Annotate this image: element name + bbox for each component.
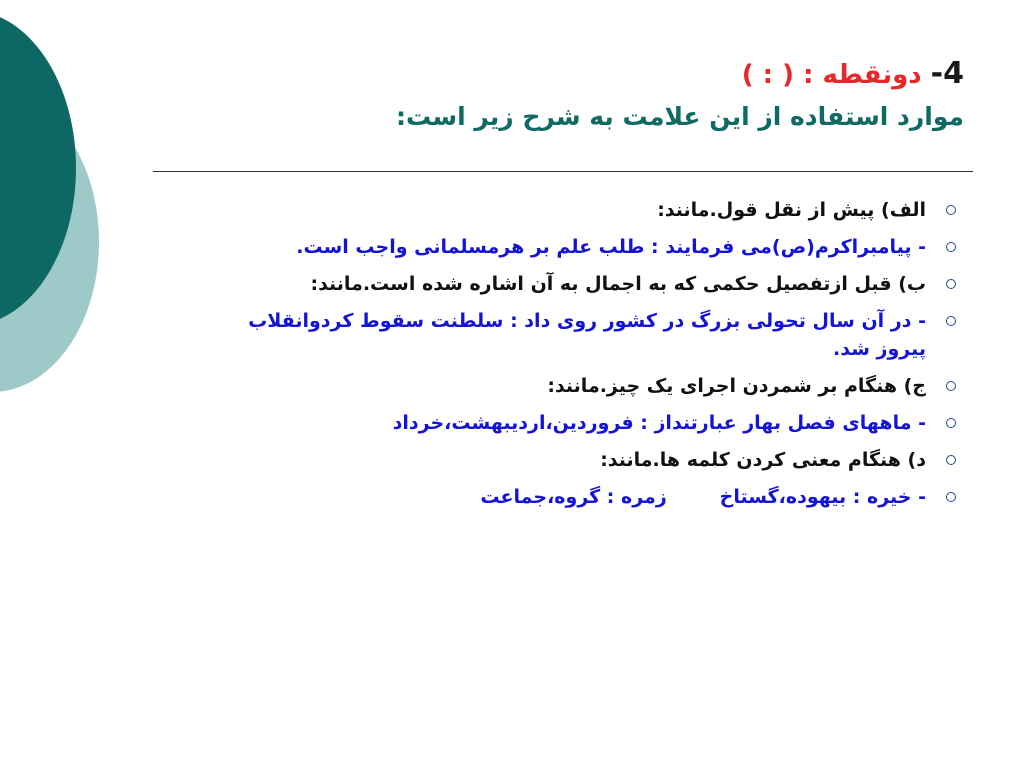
- bullet-circle-icon: [946, 418, 956, 428]
- bullet-circle-icon: [946, 381, 956, 391]
- bullet-circle-icon: [946, 492, 956, 502]
- bullet-item: [217, 483, 962, 511]
- bullet-circle-icon: [946, 242, 956, 252]
- bullet-item: [217, 409, 962, 437]
- bullet-text: - در آن سال تحولی بزرگ در کشور روی داد : سلطنت سقوط کردوانقلاب پیروز شد.: [248, 310, 926, 360]
- bullet-circle-icon: [946, 316, 956, 326]
- title-heading: [204, 52, 964, 97]
- bullet-item: [217, 196, 962, 224]
- bullet-text: د) هنگام معنی کردن کلمه ها.مانند:: [600, 449, 926, 471]
- bullet-item: [217, 233, 962, 261]
- bullet-item: [217, 446, 962, 474]
- bullet-item: [217, 270, 962, 298]
- slide-title: [204, 52, 964, 137]
- title-word: دونقطه: [822, 60, 922, 90]
- title-divider: [153, 171, 973, 172]
- bullet-text: - خیره : بیهوده،گستاخ زمره : گروه،جماعت: [480, 486, 926, 508]
- bullet-list: [217, 196, 962, 520]
- title-symbol: ( : ) :: [741, 60, 814, 90]
- bullet-circle-icon: [946, 455, 956, 465]
- bullet-text: الف) پیش از نقل قول.مانند:: [657, 199, 926, 221]
- bullet-item: [217, 307, 962, 363]
- bullet-item: [217, 372, 962, 400]
- bullet-circle-icon: [946, 205, 956, 215]
- bullet-circle-icon: [946, 279, 956, 289]
- bullet-text: - ماههای فصل بهار عبارتنداز : فروردین،اردیبهشت،خرداد: [392, 412, 926, 434]
- bullet-text: - پیامبراکرم(ص)می فرمایند : طلب علم بر هرمسلمانی واجب است.: [296, 236, 926, 258]
- bullet-text: ج) هنگام بر شمردن اجرای یک چیز.مانند:: [547, 375, 926, 397]
- title-subtitle: موارد استفاده از این علامت به شرح زیر است:: [396, 102, 964, 131]
- title-number: 4-: [930, 56, 964, 91]
- bullet-text: ب) قبل ازتفصیل حکمی که به اجمال به آن اشاره شده است.مانند:: [310, 273, 926, 295]
